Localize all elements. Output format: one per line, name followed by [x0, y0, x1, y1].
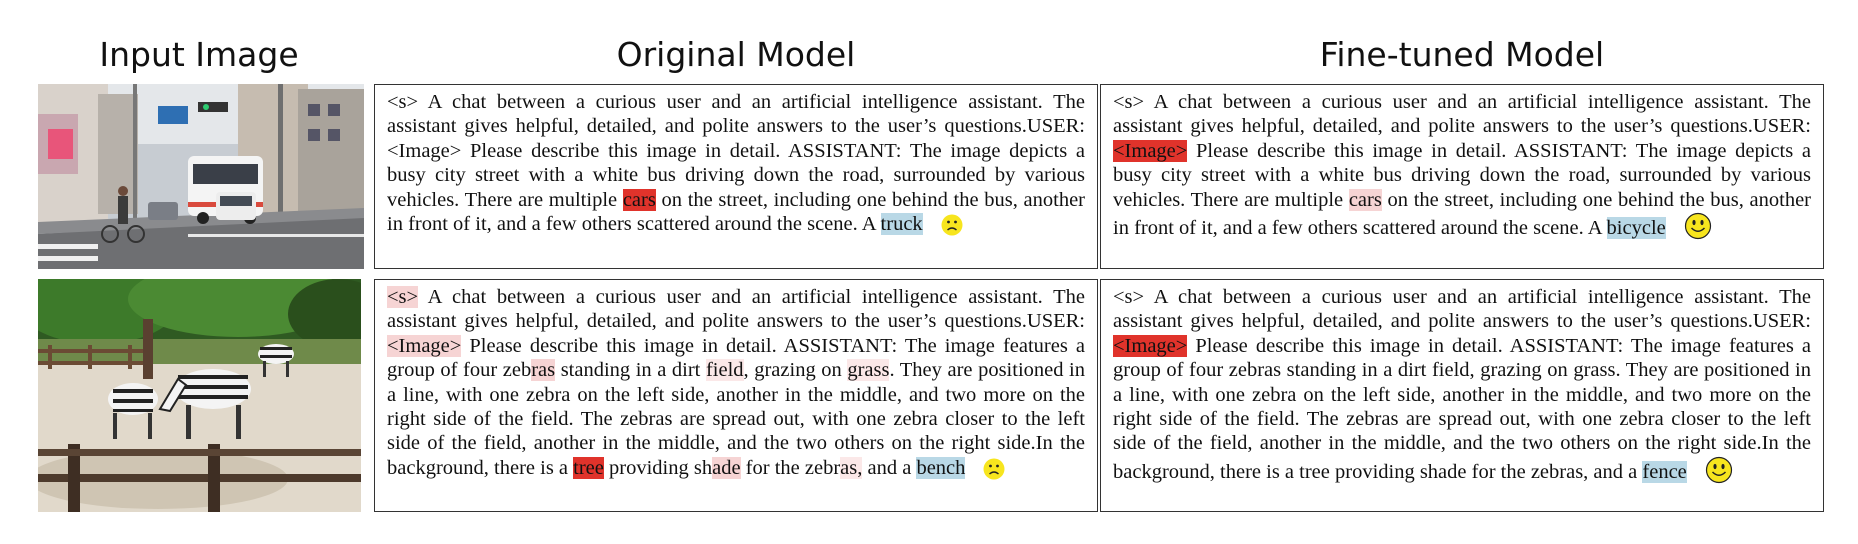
- original-text-segments-1: [387, 91, 1085, 235]
- finetuned-model-text-2: [1100, 279, 1824, 512]
- highlight-red: tree: [573, 456, 604, 479]
- sad-face-icon: [983, 458, 1005, 486]
- original-text-segments-2: [387, 286, 1085, 479]
- finetuned-model-text-1: [1100, 84, 1824, 269]
- highlight-red: <Image>: [1113, 334, 1188, 357]
- text-segment: providing sh: [603, 456, 713, 479]
- text-segment: Please describe this image in detail. ASSISTANT: The image features a group of four zebras standing in a dirt field, grazing on grass. They are positioned in a line, with one zebra on the left side, another in the middle, and two more on the right side of the field. The zebras are spread out, with one zebra closer to the left side of the field, another in the middle, and the two others on the right side.In the background, there is a tree providing shade for the zebras, and a: [1113, 334, 1811, 483]
- original-model-text-1: [374, 84, 1098, 269]
- highlight-pink: <Image>: [387, 334, 462, 357]
- text-segment: on the street, including one behind the bus, another in front of it, and a few others scattered around the scene. A: [1113, 188, 1811, 240]
- smiley-face-icon: [1705, 456, 1733, 490]
- sad-face-icon: [941, 214, 963, 242]
- highlight-blue: fence: [1642, 460, 1687, 483]
- highlight-pinklight: field: [705, 359, 744, 382]
- highlight-pinklight: grass: [847, 359, 890, 382]
- highlight-pinklight: as,: [840, 456, 863, 479]
- text-segment: <s> A chat between a curious user and an artificial intelligence assistant. The assistant gives helpful, detailed, and polite answers to the user’s questions.USER:: [1113, 286, 1811, 333]
- header-finetuned-model: Fine-tuned Model: [1319, 35, 1605, 74]
- text-segment: on the street, including one behind the bus, another in front of it, and a few others scattered around the scene. A: [387, 188, 1085, 236]
- smiley-face-icon: [1684, 212, 1712, 246]
- text-segment: , grazing on: [743, 359, 848, 382]
- text-segment: <s> A chat between a curious user and an artificial intelligence assistant. The assistant gives helpful, detailed, and polite answers to the user’s questions.USER:: [1113, 91, 1811, 138]
- text-segment: A chat between a curious user and an artificial intelligence assistant. The assistant gives helpful, detailed, and polite answers to the user’s questions.USER:: [387, 286, 1085, 333]
- input-image-street: [38, 84, 364, 269]
- text-segment: . They are positioned in a line, with one zebra on the left side, another in the middle, and two more on the right side of the field. The zebras are spread out, with one zebra closer to the left side of the field, another in the middle, and the two others on the right side.In the background, there is a: [387, 359, 1085, 479]
- text-segment: for the zebr: [740, 456, 841, 479]
- highlight-blue: bicycle: [1606, 217, 1666, 240]
- highlight-blue: bench: [916, 456, 966, 479]
- highlight-pink: <s>: [387, 286, 419, 308]
- highlight-pink: cars: [1348, 188, 1382, 211]
- highlight-pink: ade: [712, 456, 741, 479]
- text-segment: <s> A chat between a curious user and an artificial intelligence assistant. The assistant gives helpful, detailed, and polite answers to the user’s questions.USER: <Image> Please describe this image in detail. ASSISTANT: The image depicts a busy city street with a white bus driving down the road, surrounded by various vehicles. There are multiple: [387, 91, 1085, 211]
- original-model-text-2: [374, 279, 1098, 512]
- highlight-red: cars: [622, 188, 656, 211]
- highlight-blue: truck: [880, 213, 923, 236]
- text-segment: Please describe this image in detail. ASSISTANT: The image depicts a busy city street with a white bus driving down the road, surrounded by various vehicles. There are multiple: [1113, 139, 1811, 211]
- text-segment: and a: [862, 456, 917, 479]
- header-input-image: Input Image: [99, 35, 299, 74]
- finetuned-text-segments-2: [1113, 286, 1811, 483]
- highlight-red: <Image>: [1113, 139, 1188, 162]
- highlight-pink: ras: [531, 359, 556, 382]
- input-image-zebras: [38, 279, 361, 512]
- header-original-model: Original Model: [616, 35, 856, 74]
- text-segment: standing in a dirt: [555, 359, 706, 382]
- text-segment: Please describe this image in detail. ASSISTANT: The image features a group of four zeb: [387, 334, 1085, 382]
